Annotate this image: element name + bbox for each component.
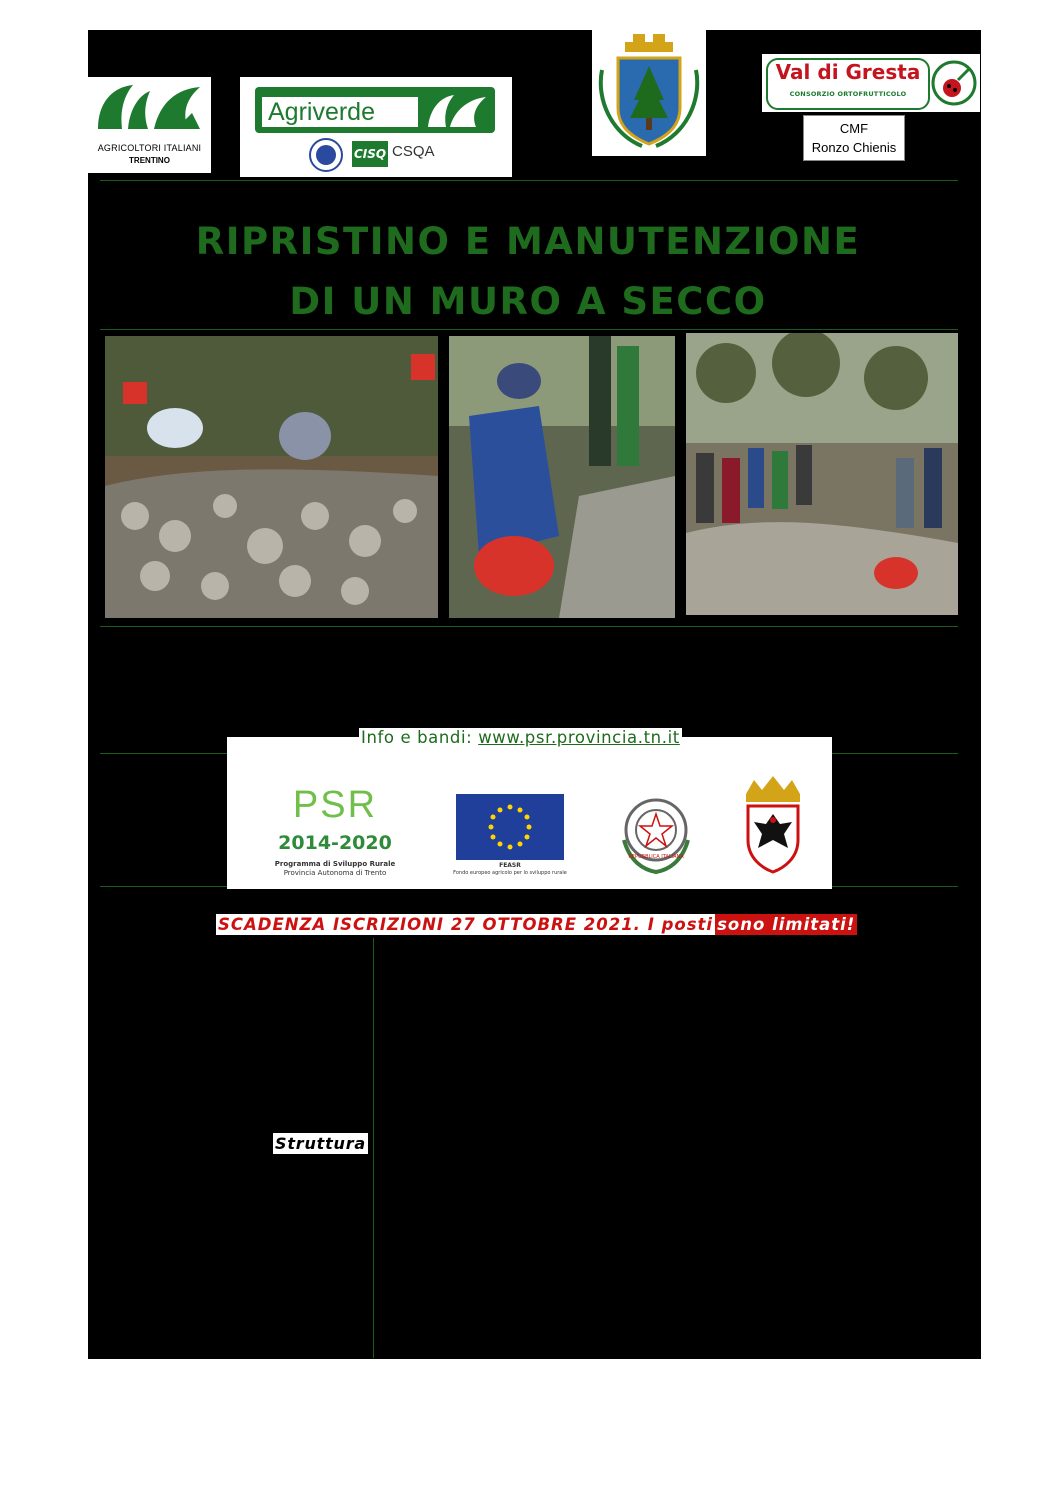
valdigresta-logo [762,54,980,112]
title-divider [100,329,958,330]
deadline-limited-seats: sono limitati! [717,915,856,934]
feasr-title: FEASR [499,862,521,869]
republic-emblem-icon [614,790,698,880]
agriverde-name: Agriverde [262,97,418,127]
info-line [359,728,682,747]
title-line2: DI UN MURO A SECCO [289,280,767,323]
quality-seal-icon [306,137,346,173]
photo-group-lesson [686,333,958,615]
cisq-badge: CISQ [352,141,388,167]
republic-label: REPUBBLICA ITALIANA [628,854,684,860]
header-divider [100,180,958,181]
cia-mini-leaf-icon [424,91,490,131]
agriverde-logo [240,77,512,177]
feasr-subtitle: Fondo europeo agricolo per lo sviluppo rurale [453,870,567,876]
table-column-divider [373,938,374,1358]
psr-mark: PSR [292,784,378,826]
csqa-badge: CSQA [392,143,435,160]
ladybug-icon [930,58,978,108]
psr-line2: Provincia Autonoma di Trento [283,869,387,877]
psr-logo [270,784,400,884]
cmf-label [803,115,905,161]
cmf-line1: CMF [839,121,869,136]
italian-republic-emblem [614,790,698,880]
eu-flag-icon [456,794,564,860]
registration-deadline [216,915,857,934]
cia-leaf-icon [88,77,211,137]
info-url-link[interactable]: www.psr.provincia.tn.it [478,728,680,747]
valdigresta-subtitle: CONSORZIO ORTOFRUTTICOLO [789,90,907,98]
info-prefix: Info e bandi: [361,728,473,747]
deadline-text: SCADENZA ISCRIZIONI 27 OTTOBRE 2021. I posti [218,915,714,934]
coat-of-arms-icon [592,30,706,156]
trentino-coat-of-arms [740,774,806,876]
cia-line2: TRENTINO [129,156,170,165]
psr-line1: Programma di Sviluppo Rurale [274,860,396,868]
comune-coat-of-arms [592,30,706,156]
photos-divider [100,626,958,627]
psr-years: 2014-2020 [278,832,392,854]
trentino-eagle-icon [740,774,806,876]
title-line1: RIPRISTINO E MANUTENZIONE [195,220,861,263]
photo-wall-building [105,336,438,618]
struttura-label: Struttura [275,1134,367,1153]
photo-hammering-stone [449,336,675,618]
cia-logo [88,77,211,173]
eu-flag-logo [444,794,576,880]
valdigresta-name: Val di Gresta [775,60,921,84]
cia-line1: AGRICOLTORI ITALIANI [97,143,202,153]
cmf-line2: Ronzo Chienis [811,140,897,155]
